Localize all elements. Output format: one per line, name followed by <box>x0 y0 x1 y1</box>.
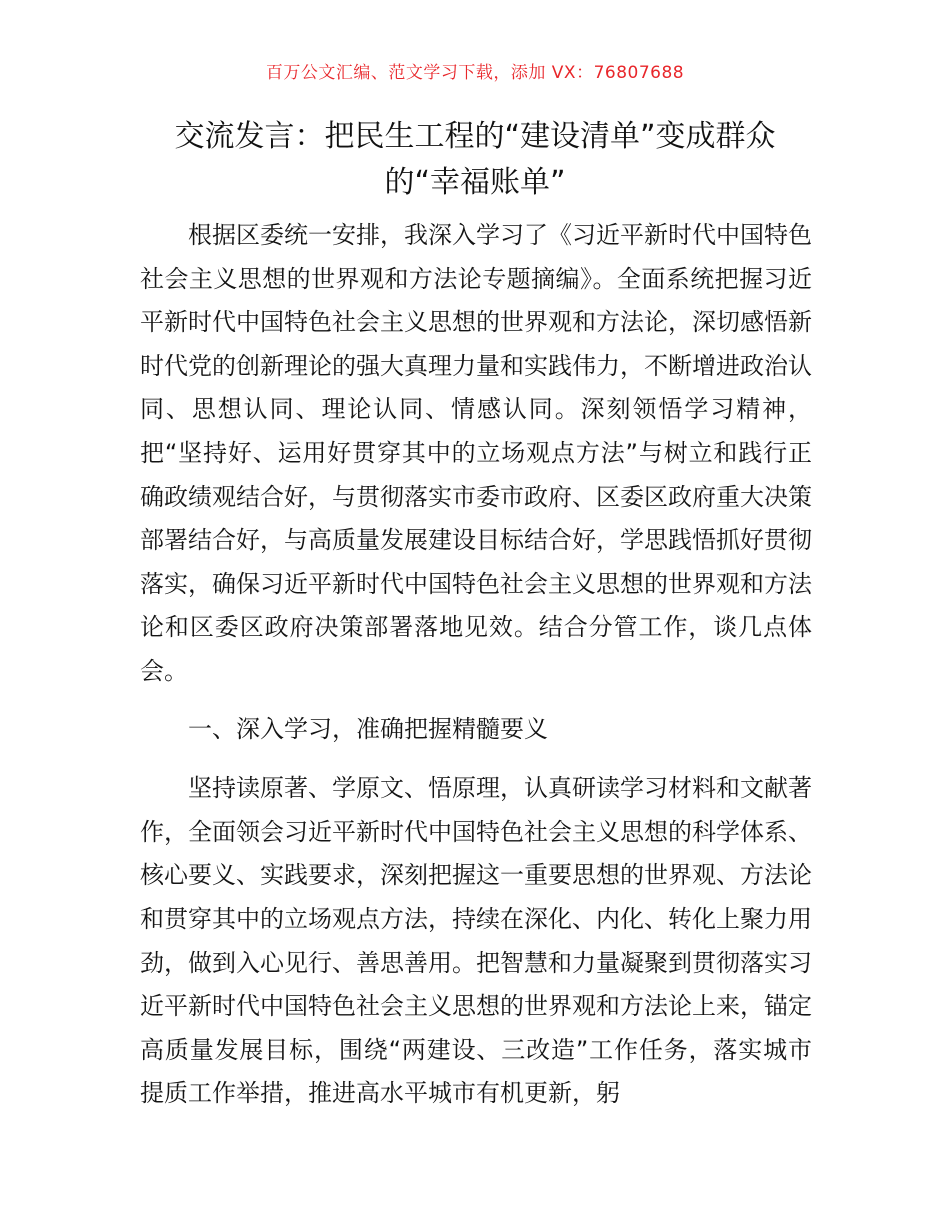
document-title: 交流发言：把民生工程的“建设清单”变成群众的“幸福账单” <box>174 119 776 200</box>
section-heading-1: 一、深入学习，准确把握精髓要义 <box>188 714 548 743</box>
document-body <box>140 214 812 1130</box>
intro-paragraph: 根据区委统一安排，我深入学习了《习近平新时代中国特色社会主义思想的世界观和方法论专题摘编》。全面系统把握习近平新时代中国特色社会主义思想的世界观和方法论，深切感悟新时代党的创新理论的强大真理力量和实践伟力，不断增进政治认同、思想认同、理论认同、情感认同。深刻领悟学习精神，把“坚持好、运用好贯穿其中的立场观点方法”与树立和践行正确政绩观结合好，与贯彻落实市委市政府、区委区政府重大决策部署结合好，与高质量发展建设目标结合好，学思践悟抓好贯彻落实，确保习近平新时代中国特色社会主义思想的世界观和方法论和区委区政府决策部署落地见效。结合分管工作，谈几点体会。 <box>140 221 812 685</box>
watermark-banner: 百万公文汇编、范文学习下载，添加 VX：76807688 <box>265 63 685 83</box>
section-1-paragraph: 坚持读原著、学原文、悟原理，认真研读学习材料和文献著作，全面领会习近平新时代中国特色社会主义思想的科学体系、核心要义、实践要求，深刻把握这一重要思想的世界观、方法论和贯穿其中的立场观点方法，持续在深化、内化、转化上聚力用劲，做到入心见行、善思善用。把智慧和力量凝聚到贯彻落实习近平新时代中国特色社会主义思想的世界观和方法论上来，锚定高质量发展目标，围绕“两建设、三改造”工作任务，落实城市提质工作举措，推进高水平城市有机更新，躬 <box>140 774 812 1108</box>
